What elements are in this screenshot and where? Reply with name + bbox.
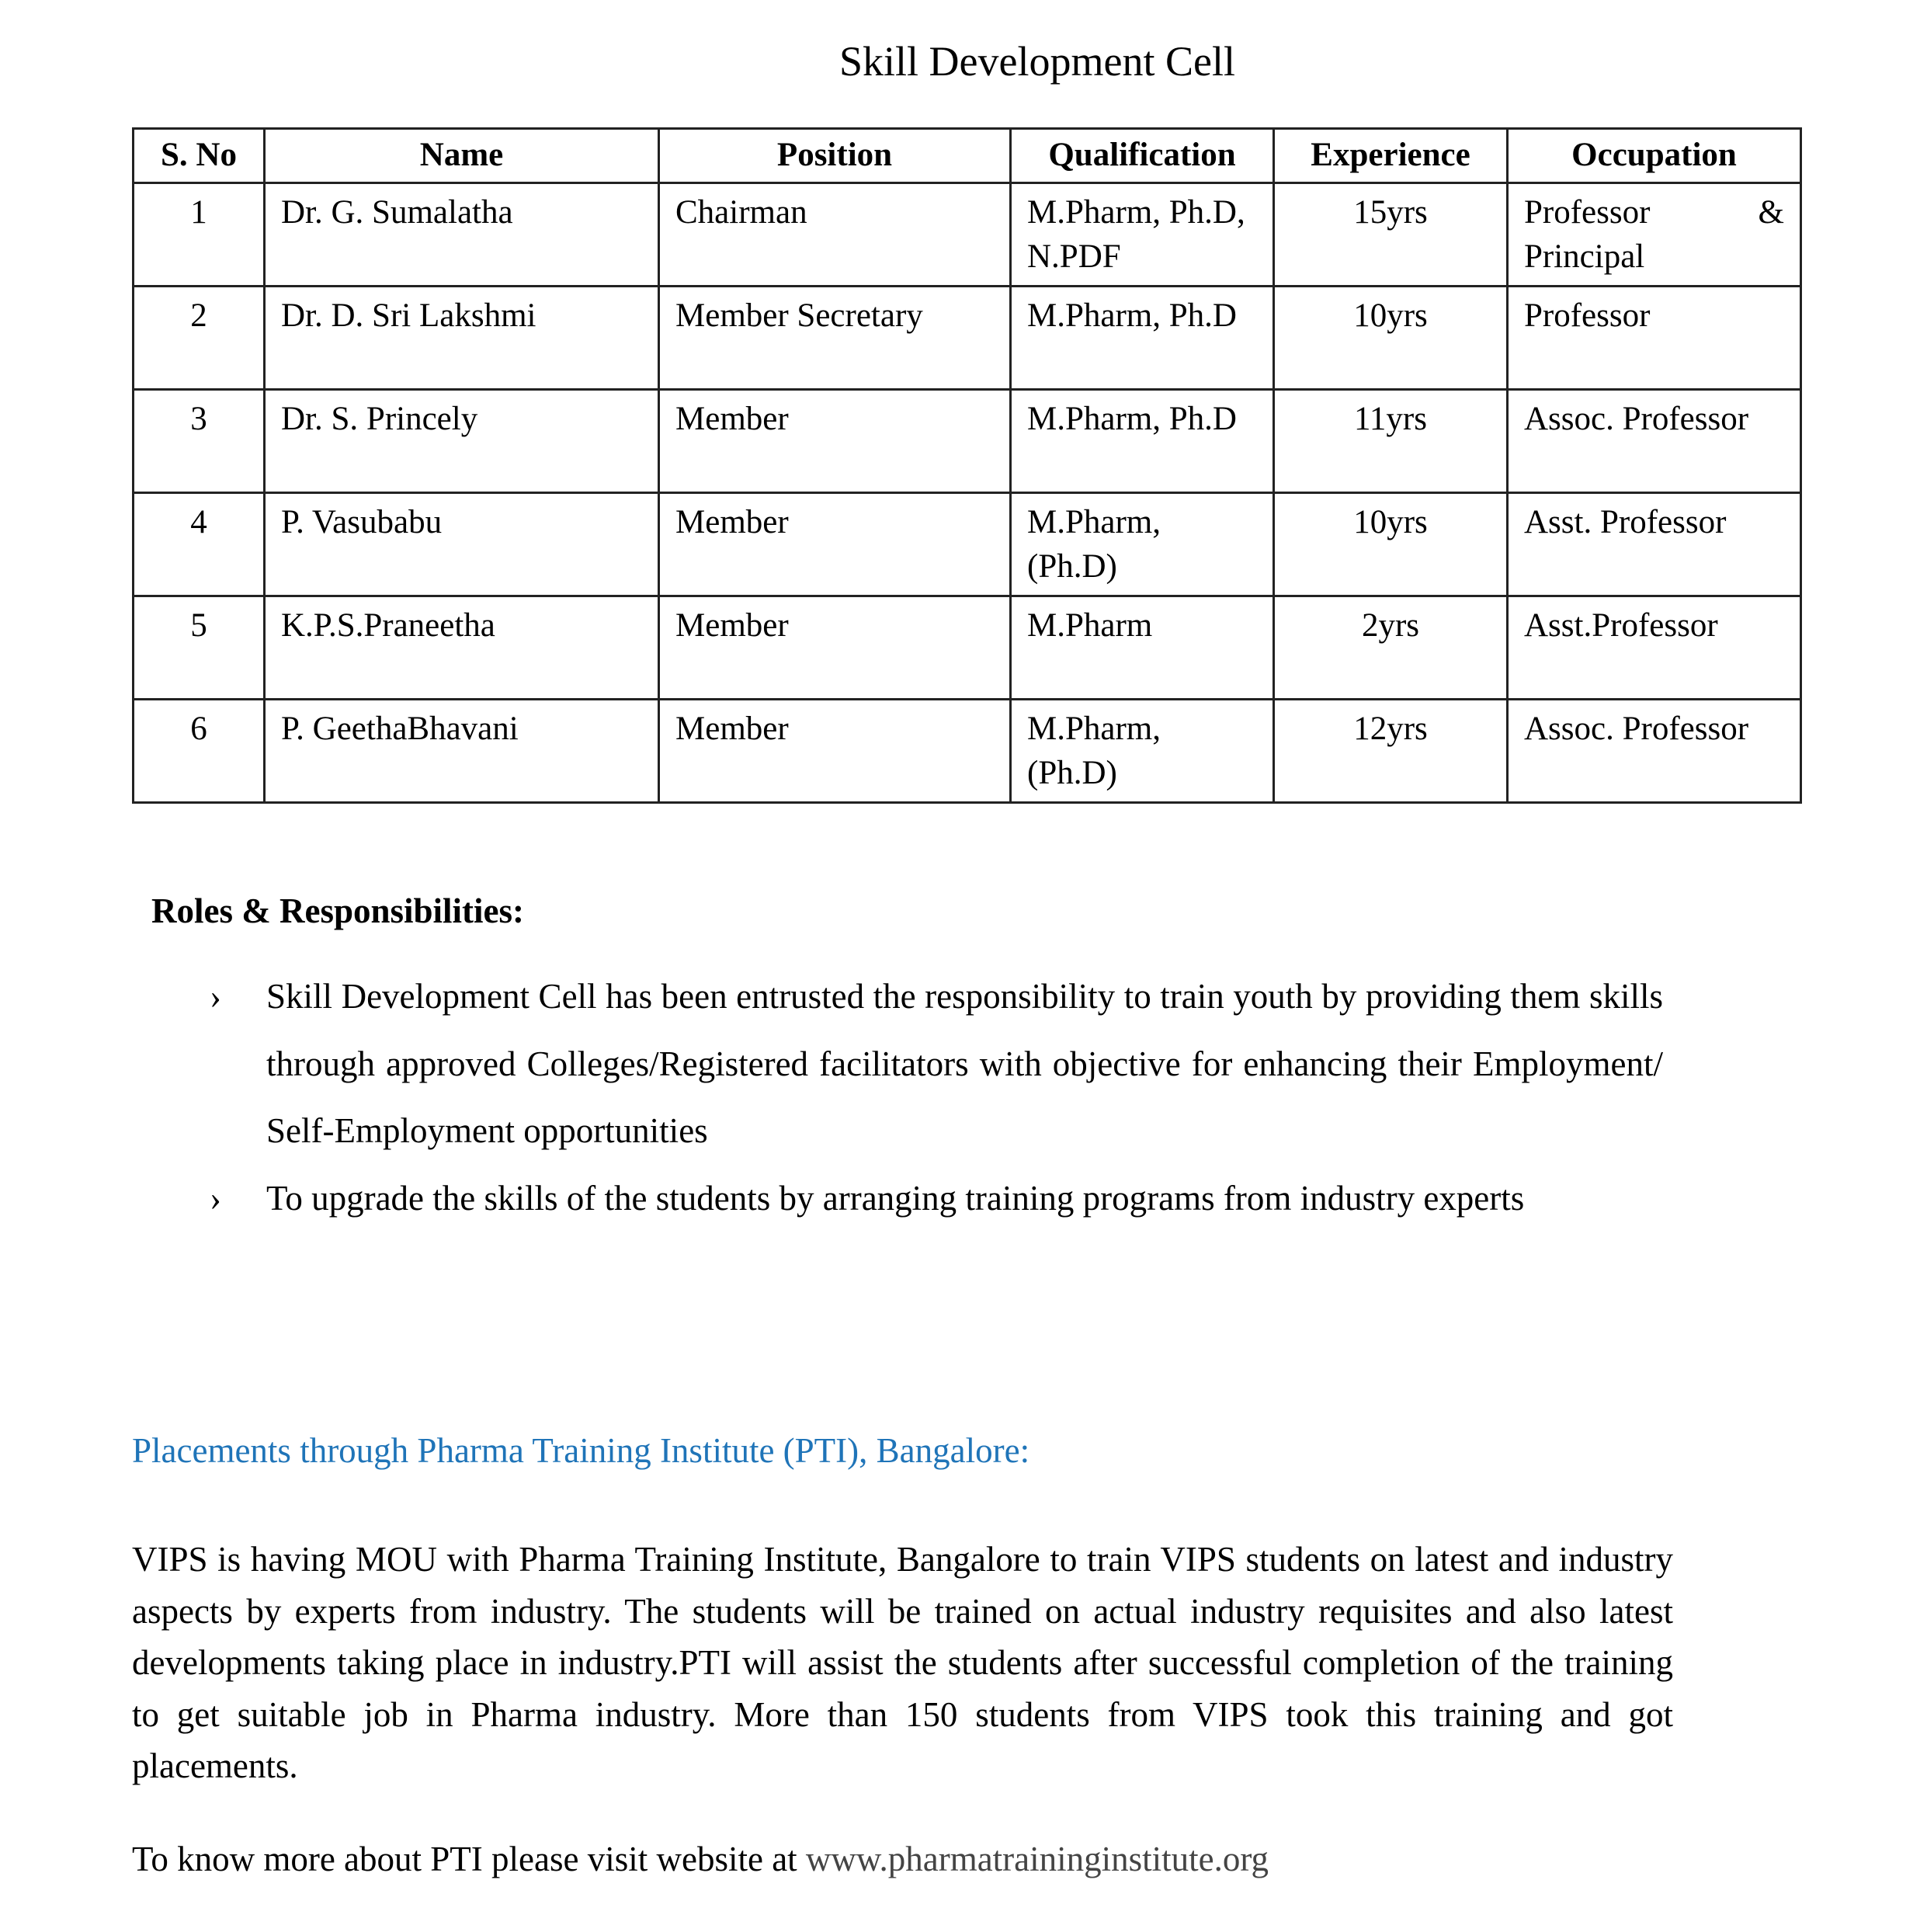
cell-experience: 12yrs (1274, 700, 1508, 803)
cell-position: Member (659, 390, 1011, 493)
page-title: Skill Development Cell (839, 38, 1235, 85)
cell-sno: 2 (134, 287, 265, 390)
table-row (134, 700, 1801, 803)
cell-occupation: Asst. Professor (1508, 493, 1801, 596)
cell-occupation: Assoc. Professor (1508, 700, 1801, 803)
cell-name: Dr. D. Sri Lakshmi (265, 287, 659, 390)
role-text: To upgrade the skills of the students by arranging training programs from industry experts (266, 1178, 1525, 1218)
cell-qualification: M.Pharm, (Ph.D) (1011, 493, 1274, 596)
cell-position: Member (659, 596, 1011, 700)
cell-experience: 15yrs (1274, 183, 1508, 287)
table-row (134, 287, 1801, 390)
chevron-right-icon: › (210, 1178, 221, 1218)
chevron-right-icon: › (210, 977, 221, 1016)
cell-occupation: Professor & Principal (1508, 183, 1801, 287)
header-position: Position (659, 129, 1011, 183)
cell-qualification: M.Pharm, Ph.D (1011, 287, 1274, 390)
pti-website-link[interactable]: www.pharmatraininginstitute.org (805, 1840, 1269, 1878)
cell-qualification: M.Pharm, Ph.D (1011, 390, 1274, 493)
cell-qualification: M.Pharm, Ph.D, N.PDF (1011, 183, 1274, 287)
cell-sno: 1 (134, 183, 265, 287)
cell-experience: 10yrs (1274, 287, 1508, 390)
cell-name: Dr. S. Princely (265, 390, 659, 493)
cell-position: Member (659, 700, 1011, 803)
pti-paragraph: VIPS is having MOU with Pharma Training Institute, Bangalore to train VIPS students on latest and industry aspects by experts from industry. The students will be trained on actual industry requisites and also latest developments taking place in industry.PTI will assist the students after successful completion of the training to get suitable job in Pharma industry. More than 150 students from VIPS took this training and got placements. (132, 1540, 1673, 1785)
cell-sno: 5 (134, 596, 265, 700)
cell-experience: 2yrs (1274, 596, 1508, 700)
cell-occupation: Professor (1508, 287, 1801, 390)
header-sno: S. No (134, 129, 265, 183)
table-row (134, 493, 1801, 596)
role-text: Skill Development Cell has been entrusted the responsibility to train youth by providing them skills through approved Colleges/Registered facilitators with objective for enhancing their Employment/ Self-Employment opportunities (266, 977, 1663, 1150)
cell-name: K.P.S.Praneetha (265, 596, 659, 700)
pti-heading: Placements through Pharma Training Institute (PTI), Bangalore: (132, 1431, 1030, 1470)
table-row (134, 183, 1801, 287)
list-item (210, 1165, 1663, 1232)
table-row (134, 596, 1801, 700)
cell-position: Member (659, 493, 1011, 596)
cell-sno: 6 (134, 700, 265, 803)
cell-experience: 10yrs (1274, 493, 1508, 596)
header-qualification: Qualification (1011, 129, 1274, 183)
header-name: Name (265, 129, 659, 183)
table-header-row (134, 129, 1801, 183)
header-experience: Experience (1274, 129, 1508, 183)
cell-sno: 3 (134, 390, 265, 493)
cell-name: P. GeethaBhavani (265, 700, 659, 803)
cell-qualification: M.Pharm (1011, 596, 1274, 700)
cell-name: P. Vasubabu (265, 493, 659, 596)
pti-footer-text: To know more about PTI please visit website at (132, 1840, 806, 1878)
cell-occupation: Assoc. Professor (1508, 390, 1801, 493)
table-row (134, 390, 1801, 493)
members-table (132, 127, 1802, 804)
list-item (210, 963, 1663, 1165)
cell-experience: 11yrs (1274, 390, 1508, 493)
header-occupation: Occupation (1508, 129, 1801, 183)
roles-list (210, 963, 1663, 1232)
cell-occupation: Asst.Professor (1508, 596, 1801, 700)
cell-sno: 4 (134, 493, 265, 596)
cell-position: Member Secretary (659, 287, 1011, 390)
pti-footer (132, 1836, 1269, 1882)
cell-name: Dr. G. Sumalatha (265, 183, 659, 287)
cell-qualification: M.Pharm, (Ph.D) (1011, 700, 1274, 803)
cell-position: Chairman (659, 183, 1011, 287)
roles-heading: Roles & Responsibilities: (151, 891, 525, 930)
